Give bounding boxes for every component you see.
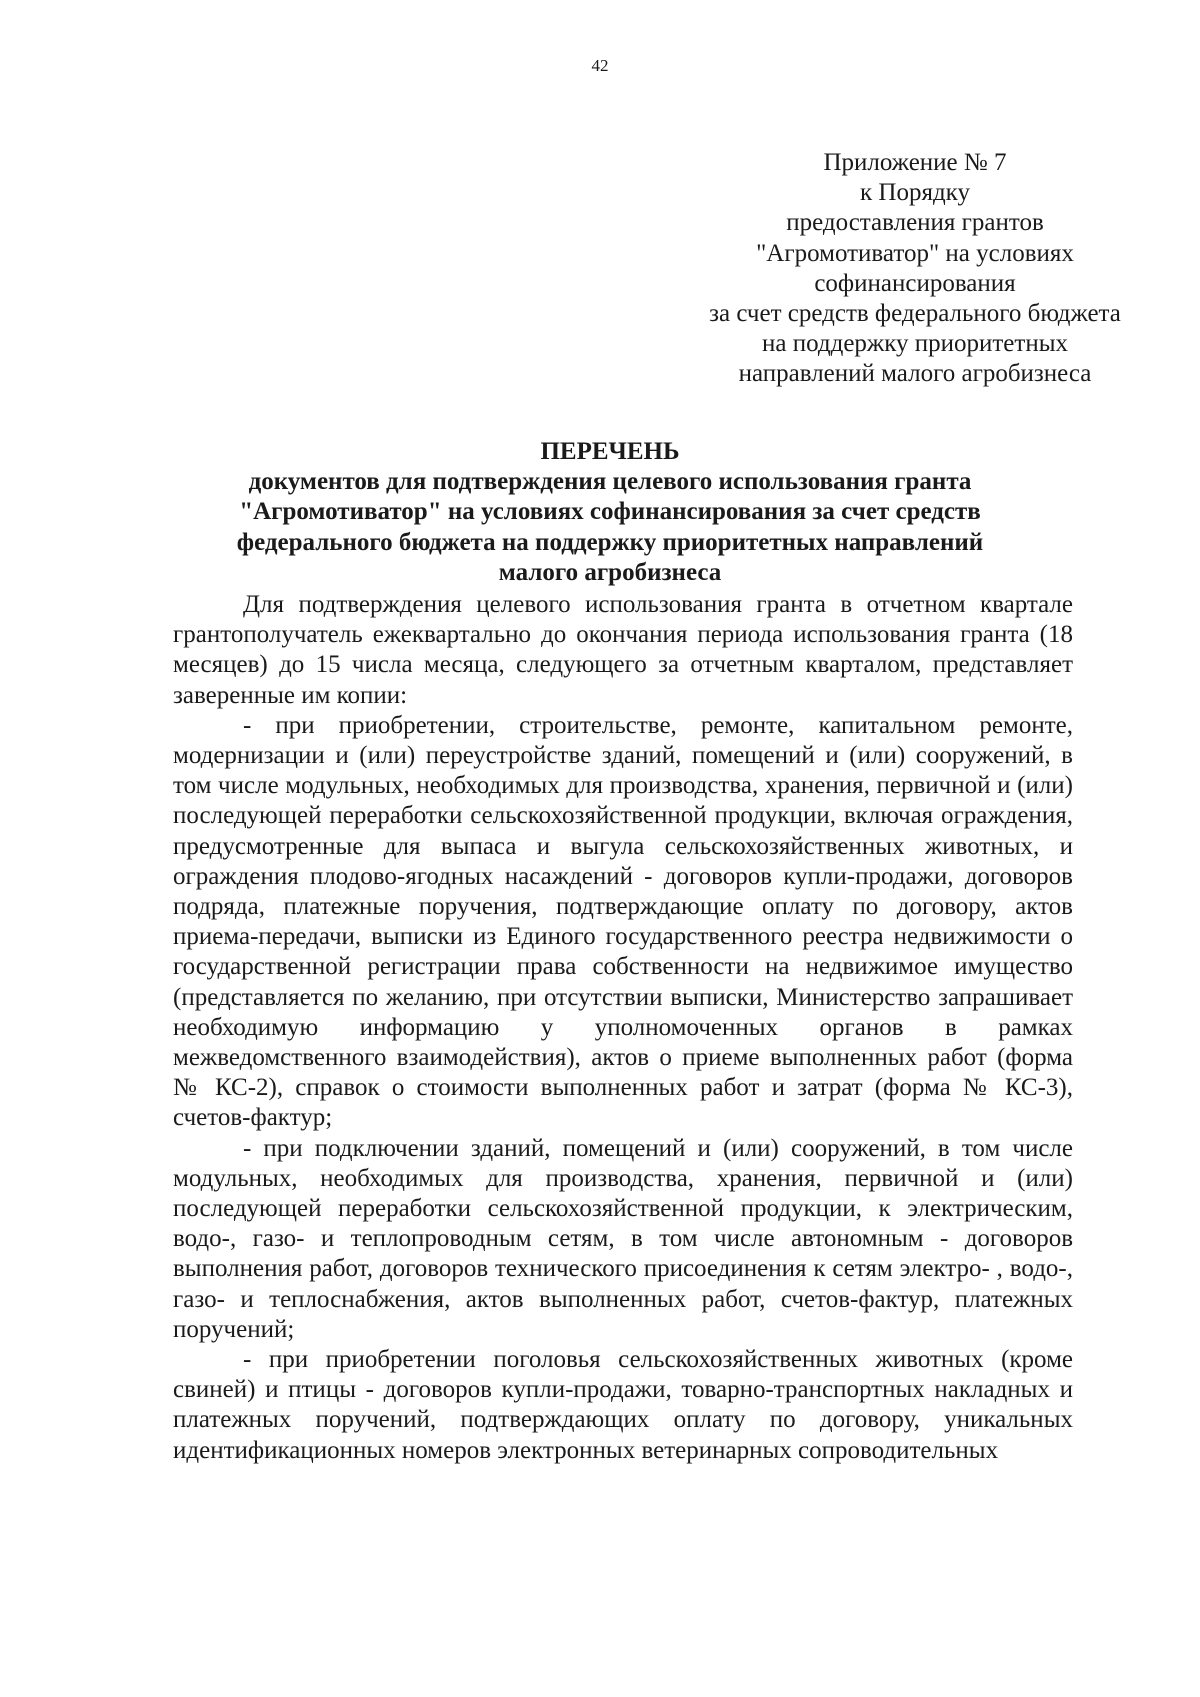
appendix-line: софинансирования [814,269,1016,297]
appendix-line: за счет средств федерального бюджета [709,300,1121,328]
list-item-livestock: - при приобретении поголовья сельскохозяйственных животных (кроме свиней) и птицы - договоров купли-продажи, товарно-транспортных накладных и платежных поручений, подтверждающих оплату по договору, уникальных идентификационных номеров электронных ветеринарных сопроводительных [173,1346,1073,1464]
heading-line: "Агромотиватор" на условиях софинансирования за счет средств [239,498,981,526]
heading-line: документов для подтверждения целевого использования гранта [248,468,972,496]
appendix-line: направлений малого агробизнеса [738,360,1092,388]
appendix-line: Приложение № 7 [823,149,1007,176]
appendix-line: на поддержку приоритетных [762,330,1068,358]
appendix-line: "Агромотиватор" на условиях [756,239,1074,267]
heading-title: ПЕРЕЧЕНЬ [540,438,680,465]
heading-line: федерального бюджета на поддержку приоритетных направлений [236,528,984,556]
appendix-line: к Порядку [860,179,970,207]
document-heading [160,437,1060,588]
document-body [173,590,1073,1466]
list-item-utilities: - при подключении зданий, помещений и (или) сооружений, в том числе модульных, необходимых для производства, хранения, первичной и (или) последующей переработки сельскохозяйственной продукции, к электрическим, водо-, газо- и теплопроводным сетям, в том числе автономным - договоров выполнения работ, договоров технического присоединения к сетям электро- , водо-, газо- и теплоснабжения, актов выполненных работ, счетов-фактур, платежных поручений; [173,1134,1073,1343]
page-number: 42 [591,56,609,75]
appendix-line: предоставления грантов [786,209,1044,237]
list-item-buildings: - при приобретении, строительстве, ремонте, капитальном ремонте, модернизации и (или) переустройстве зданий, помещений и (или) сооружений, в том числе модульных, необходимых для производства, хранения, первичной и (или) последующей переработки сельскохозяйственной продукции, включая ограждения, предусмотренные для выпаса и выгула сельскохозяйственных животных, и ограждения плодово-ягодных насаждений - договоров купли-продажи, договоров подряда, платежные поручения, подтверждающие оплату по договору, актов приема-передачи, выписки из Единого государственного реестра недвижимости о государственной регистрации права собственности на недвижимое имущество (представляется по желанию, при отсутствии выписки, Министерство запрашивает необходимую информацию у уполномоченных органов в рамках межведомственного взаимодействия), актов о приеме выполненных работ (форма № КС-2), справок о стоимости выполненных работ и затрат (форма № КС-3), счетов-фактур; [173,711,1073,1132]
intro-paragraph: Для подтверждения целевого использования гранта в отчетном квартале грантополучатель ежеквартально до окончания периода использования гранта (18 месяцев) до 15 числа месяца, следующего за отчетным кварталом, представляет заверенные им копии: [173,591,1073,709]
appendix-reference [605,148,1200,390]
heading-line: малого агробизнеса [498,558,722,586]
